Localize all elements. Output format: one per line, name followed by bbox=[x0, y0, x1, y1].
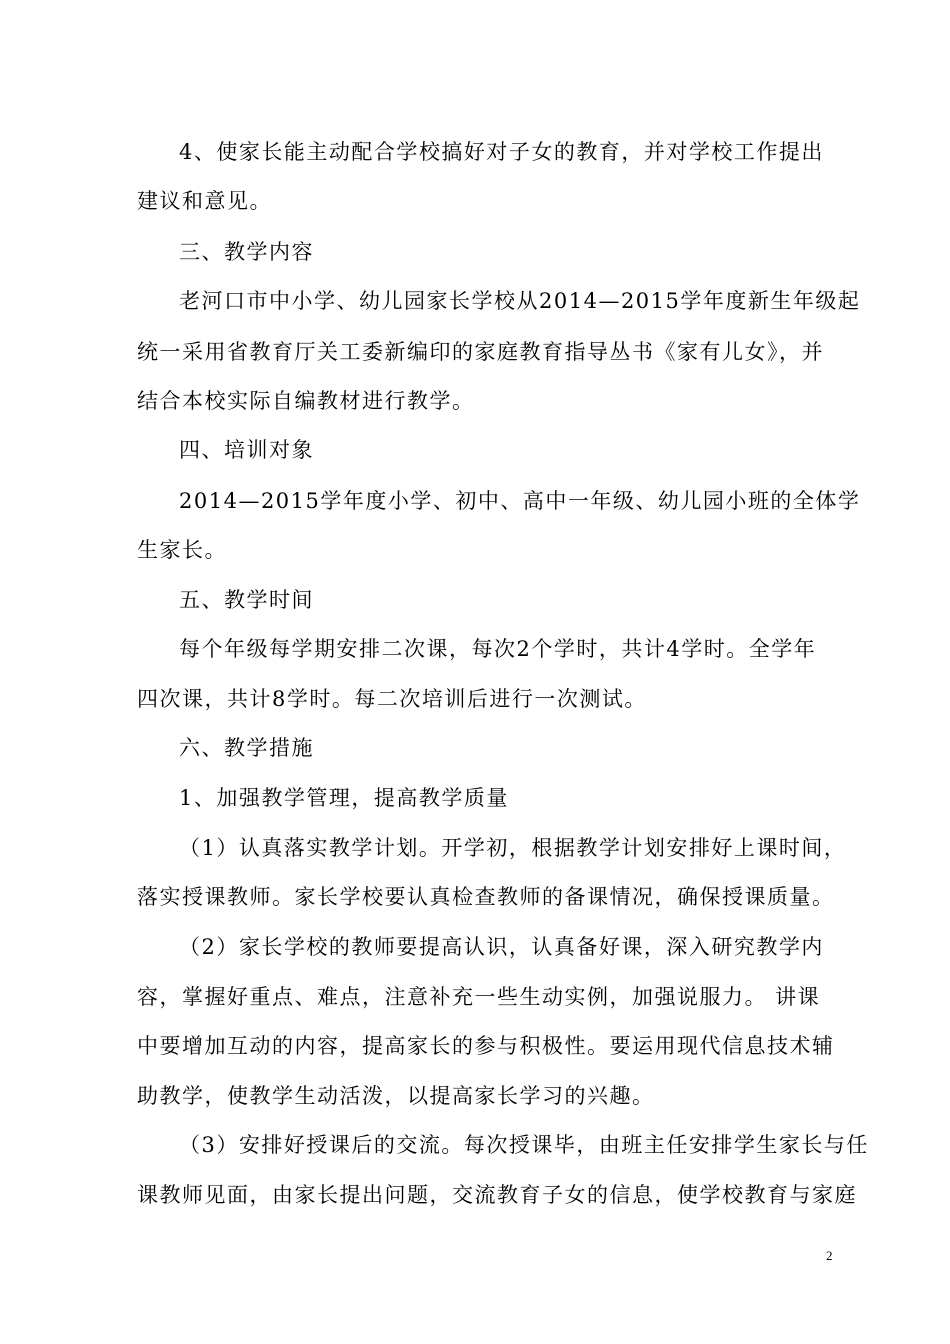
paragraph-3-line-3: 结合本校实际自编教材进行教学。 bbox=[137, 389, 475, 413]
section-heading-5: 五、教学时间 bbox=[179, 588, 314, 612]
section-heading-3: 三、教学内容 bbox=[179, 240, 314, 264]
paragraph-5-line-1: 2014—2015学年度小学、初中、高中一年级、幼儿园小班的全体学 bbox=[179, 489, 861, 513]
section-heading-6: 六、教学措施 bbox=[179, 736, 314, 760]
paragraph-12-line-2: 课教师见面，由家长提出问题，交流教育子女的信息，使学校教育与家庭 bbox=[137, 1183, 857, 1207]
paragraph-11-line-1: （2）家长学校的教师要提高认识，认真备好课，深入研究教学内 bbox=[179, 935, 824, 959]
paragraph-10-line-1: （1）认真落实教学计划。开学初，根据教学计划安排好上课时间， bbox=[179, 836, 847, 860]
paragraph-11-line-2: 容，掌握好重点、难点，注意补充一些生动实例，加强说服力。 讲课 bbox=[137, 985, 821, 1009]
paragraph-12-line-1: （3）安排好授课后的交流。每次授课毕，由班主任安排学生家长与任 bbox=[179, 1133, 869, 1157]
paragraph-3-line-2: 统一采用省教育厅关工委新编印的家庭教育指导丛书《家有儿女》，并 bbox=[137, 340, 824, 364]
paragraph-5-line-2: 生家长。 bbox=[137, 538, 227, 562]
paragraph-7-line-2: 四次课，共计8学时。每二次培训后进行一次测试。 bbox=[137, 687, 647, 711]
paragraph-7-line-1: 每个年级每学期安排二次课，每次2个学时，共计4学时。全学年 bbox=[179, 637, 817, 661]
section-heading-4: 四、培训对象 bbox=[179, 438, 314, 462]
page-number: 2 bbox=[826, 1248, 833, 1263]
paragraph-11-line-3: 中要增加互动的内容，提高家长的参与积极性。要运用现代信息技术辅 bbox=[137, 1034, 835, 1058]
paragraph-1-line-2: 建议和意见。 bbox=[137, 189, 272, 213]
paragraph-10-line-2: 落实授课教师。家长学校要认真检查教师的备课情况，确保授课质量。 bbox=[137, 885, 835, 909]
subheading-1: 1、加强教学管理，提高教学质量 bbox=[179, 786, 509, 810]
paragraph-11-line-4: 助教学，使教学生动活泼，以提高家长学习的兴趣。 bbox=[137, 1084, 655, 1108]
paragraph-3-line-1: 老河口市中小学、幼儿园家长学校从2014—2015学年度新生年级起 bbox=[179, 289, 861, 313]
paragraph-1-line-1: 4、使家长能主动配合学校搞好对子女的教育，并对学校工作提出 bbox=[179, 140, 824, 164]
